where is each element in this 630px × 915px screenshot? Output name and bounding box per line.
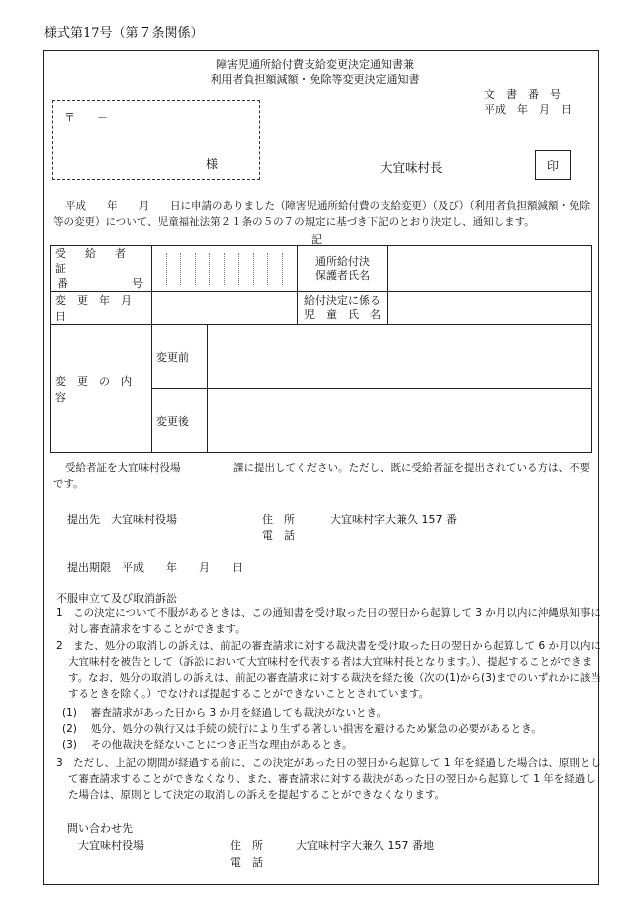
guardian-name-field[interactable] xyxy=(388,246,592,292)
change-content-label: 変 更 の 内 容 xyxy=(51,325,152,453)
guardian-name-label-2: 保護者氏名 xyxy=(315,268,371,282)
document-date-label: 平成 年 月 日 xyxy=(484,103,572,116)
inquiry-address-label: 住 所 xyxy=(230,839,263,852)
cert-number-label-2: 番 号 xyxy=(56,277,147,290)
seal-box xyxy=(535,150,571,180)
before-label: 変更前 xyxy=(151,325,207,389)
title-line-1: 障害児通所給付費支給変更決定通知書兼 xyxy=(216,58,414,71)
child-name-field[interactable] xyxy=(388,292,592,325)
addressee-suffix: 様 xyxy=(206,157,219,171)
ki-heading: 記 xyxy=(311,233,322,246)
inquiry-tel-label: 電 話 xyxy=(230,856,263,869)
guardian-name-label-1: 通所給付決 xyxy=(315,254,371,268)
child-name-label xyxy=(297,292,388,325)
submit-address-label: 住 所 xyxy=(262,513,295,526)
seal-mark: 印 xyxy=(546,158,559,173)
appeal-paragraph-3: 3 ただし、上記の期間が経過する前に、この決定があった日の翌日から起算して 1 年を経過した場合は、原則として審査請求することができなくなり、また、審査請求に対する裁決があった日の翌日から起算して 1 年を経過した場合は、原則として決定の取消しの訴えを提起することができなくなります。 xyxy=(56,757,601,801)
inquiry-office: 大宜味村役場 xyxy=(78,839,144,852)
submit-address-value: 大宜味村字大兼久 157 番 xyxy=(330,513,457,526)
form-number: 様式第17号（第７条関係） xyxy=(44,26,204,41)
appeal-paragraph-1: 1 この決定について不服があるときは、この通知書を受け取った日の翌日から起算して 3 か月以内に沖縄県知事に対し審査請求をすることができます。 xyxy=(56,607,601,635)
postal-mark: 〒 － xyxy=(64,111,108,124)
appeal-heading: 不服申立て及び取消訴訟 xyxy=(56,592,177,605)
child-name-label-1: 給付決定に係る xyxy=(304,294,382,307)
after-label: 変更後 xyxy=(151,389,207,453)
guardian-name-label xyxy=(297,246,388,292)
appeal-item-2: (2) 処分、処分の執行又は手続の続行により生ずる著しい損害を避けるため緊急の必要があるとき。 xyxy=(62,723,542,735)
appeal-item-1: (1) 審査請求があった日から 3 か月を経過しても裁決がないとき。 xyxy=(62,707,388,719)
change-date-field[interactable] xyxy=(151,292,297,325)
submit-note: 受給者証を大宜味村役場 課に提出してください。ただし、既に受給者証を提出されている方は、不要です。 xyxy=(53,462,590,490)
inquiry-address-value: 大宜味村字大兼久 157 番地 xyxy=(296,839,434,852)
appeal-paragraph-2: 2 また、処分の取消しの訴えは、前記の審査請求に対する裁決書を受け取った日の翌日から起算して 6 か月以内に大宜味村を被告として（訴訟において大宜味村を代表する者は大宜味村長となります。）、提起することができます。なお、処分の取消しの訴えは、前記の審査請求に対する裁決を経た後（次の(1)から(3)までのいずれかに該当するときを除く。）でなければ提起することができないこととされています。 xyxy=(56,640,602,700)
child-name-label-2: 児 童 氏 名 xyxy=(304,308,382,321)
cert-number-cells[interactable] xyxy=(151,246,297,292)
inquiry-heading: 問い合わせ先 xyxy=(67,822,133,835)
submit-to-label: 提出先 大宜味村役場 xyxy=(67,513,177,526)
change-table xyxy=(50,245,592,453)
title-line-2: 利用者負担額減額・免除等変更決定通知書 xyxy=(210,73,420,86)
appeal-item-3: (3) その他裁決を経ないことにつき正当な理由があるとき。 xyxy=(62,739,353,751)
submit-tel-label: 電 話 xyxy=(262,529,295,542)
cert-number-label-1: 受 給 者 証 xyxy=(55,247,145,275)
cert-number-label xyxy=(51,246,152,292)
submit-deadline: 提出期限 平成 年 月 日 xyxy=(67,561,243,574)
before-field[interactable] xyxy=(207,325,591,389)
change-date-label: 変 更 年 月 日 xyxy=(51,292,152,325)
issuer-name: 大宜味村長 xyxy=(380,160,443,175)
after-field[interactable] xyxy=(207,389,591,453)
intro-paragraph: 平成 年 月 日に申請のありました（障害児通所給付費の支給変更）（及び）（利用者負担額減額・免除等の変更）について、児童福祉法第２１条の５の７の規定に基づき下記のとおり決定し、通知します。 xyxy=(53,200,590,228)
document-number-label: 文 書 番 号 xyxy=(484,88,561,101)
